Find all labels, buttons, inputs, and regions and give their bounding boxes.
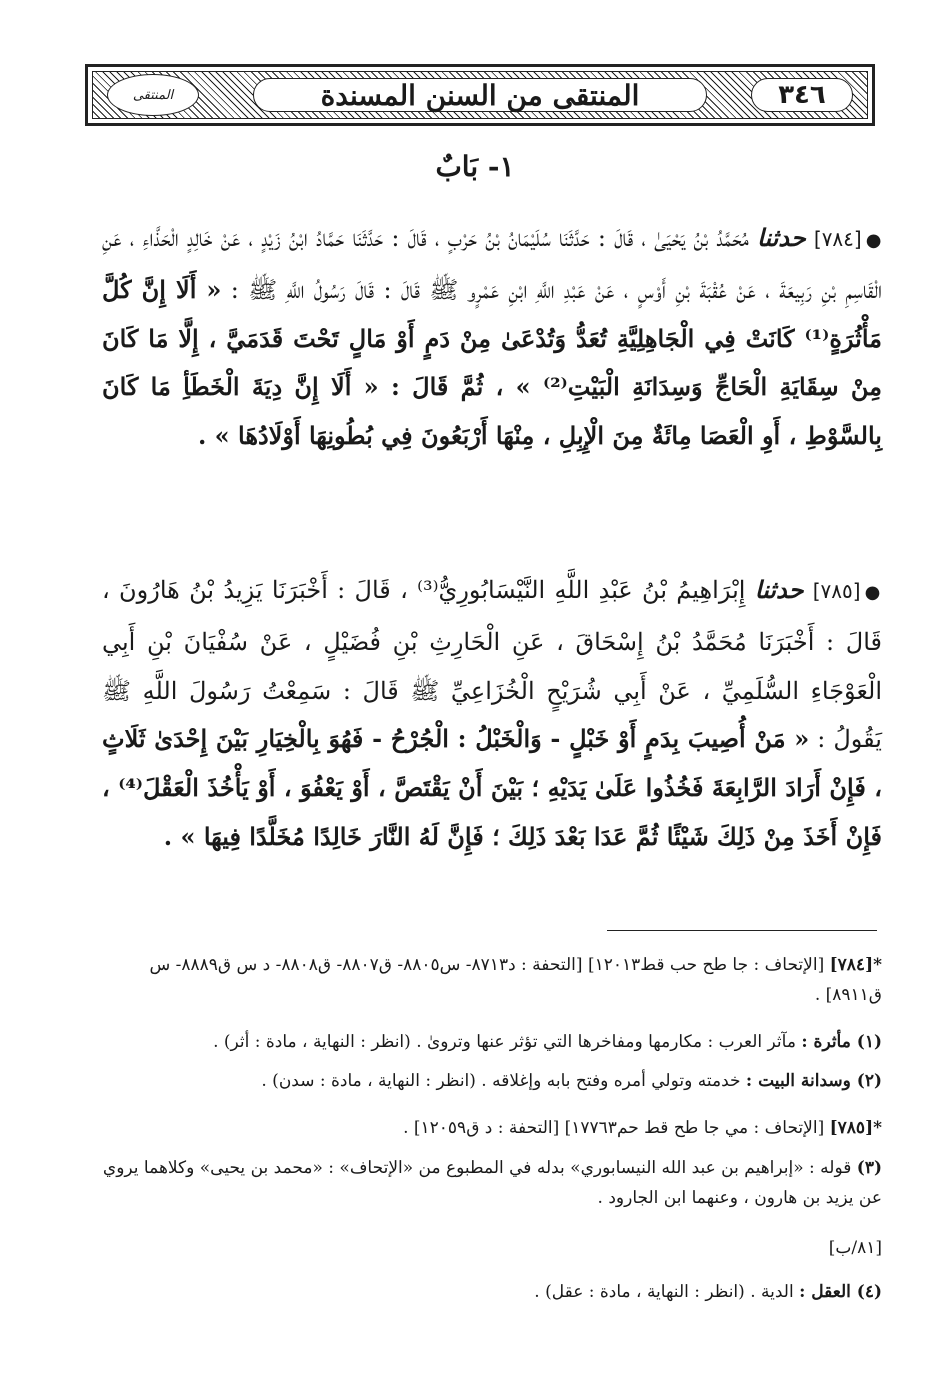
hadith-isnad: مُحَمَّدُ بْنُ يَحْيَىٰ ، قَالَ : حَدَّثَنَا سُلَيْمَانُ بْنُ حَرْبٍ ، قَالَ : حَدَّثَنَا حَمَّادُ ابْنُ زَيْدٍ ، عَنْ خَالِدٍ الْحَذَّاءِ ، عَنِ الْقَاسِمِ بْنِ رَبِيعَةَ ، عَنْ عُقْبَةَ بْنِ أَوْسٍ ، عَنْ عَبْدِ اللَّهِ ابْنِ عَمْرٍو ﷺ قَالَ : قَالَ رَسُولُ اللَّهِ ﷺ : <box>102 224 882 304</box>
footnote-3 <box>100 1153 882 1213</box>
header-title-box <box>253 78 707 112</box>
hadith-number: [٧٨٥] <box>812 579 861 603</box>
footnote-text: قوله : «إبراهيم بن عبد الله النيسابوري» بدله في المطبوع من «الإتحاف» : «محمد بن يحيى» وكلاهما يروي عن يزيد بن هارون ، وعنهما ابن الجارود . <box>102 1158 882 1208</box>
book-logo <box>107 74 199 116</box>
hadith-number: [٧٨٤] <box>813 227 862 251</box>
hadith-784 <box>102 214 882 544</box>
footnote-4 <box>100 1277 882 1307</box>
manuscript-ref <box>100 1233 882 1263</box>
footnote-text: مآثر العرب : مكارمها ومفاخرها التي تؤثر عنها وتروىٰ . (انظر : النهاية ، مادة : أثر) . <box>213 1032 796 1052</box>
hadith-lead: حدثنا <box>754 575 804 604</box>
page-number: ٣٤٦ <box>778 80 826 110</box>
footnote-label: (٢) وسدانة البيت : <box>745 1071 882 1091</box>
footnote-text: الدية . (انظر : النهاية ، مادة : عقل) . <box>534 1282 794 1302</box>
hadith-matn: « مَنْ أُصِيبَ بِدَمٍ أَوْ خَبْلٍ - وَالْخَبْلُ : الْجُرْحُ - فَهُوَ بِالْخِيَارِ بَيْنَ إِحْدَىٰ ثَلَاثٍ ، فَإِنْ أَرَادَ الرَّابِعَةَ فَخُذُوا عَلَىٰ يَدَيْهِ ؛ بَيْنَ أَنْ يَقْتَصَّ ، أَوْ يَعْفُوَ ، أَوْ يَأْخُذَ الْعَقْلَ⁽⁴⁾ ، فَإِنْ أَخَذَ مِنْ ذَلِكَ شَيْئًا ثُمَّ عَدَا بَعْدَ ذَلِكَ ؛ فَإِنَّ لَهُ النَّارَ خَالِدًا مُخَلَّدًا فِيهَا » . <box>102 724 882 851</box>
header-ornament <box>92 71 868 119</box>
hadith-785 <box>102 566 882 896</box>
hadith-matn: « أَلَا إِنَّ كُلَّ مَأْثُرَةٍ⁽¹⁾ كَانَتْ فِي الْجَاهِلِيَّةِ تُعَدُّ وَتُدْعَىٰ مِنْ دَمٍ أَوْ مَالٍ تَحْتَ قَدَمَيَّ ، إِلَّا مَا كَانَ مِنْ سِقَايَةِ الْحَاجِّ وَسِدَانَةِ الْبَيْتِ⁽²⁾ » ، ثُمَّ قَالَ : « أَلَا إِنَّ دِيَةَ الْخَطَأِ مَا كَانَ بِالسَّوْطِ ، أَوِ الْعَصَا مِائَةٌ مِنَ الْإِبِلِ ، مِنْهَا أَرْبَعُونَ فِي بُطُونِهَا أَوْلَادُهَا » . <box>102 274 883 451</box>
footnote-divider <box>607 930 877 931</box>
book-title: المنتقى من السنن المسندة <box>320 78 640 112</box>
footnote-text: [الإتحاف : جا طح حب قط١٢٠١٣] [التحفة : د٨٧١٣- س٨٨٠٥- ق٨٨٠٧- ق٨٨٠٨- د س ق٨٨٨٩- س ق٨٩١١] . <box>149 955 882 1005</box>
footnote-1 <box>100 1027 882 1057</box>
footnote-label: (٤) العقل : <box>799 1282 882 1302</box>
section-title: ١- بَابٌ <box>435 150 515 183</box>
hadith-lead: حدثنا <box>757 223 806 252</box>
bullet-icon: ● <box>865 230 882 251</box>
hadith-isnad: إِبْرَاهِيمُ بْنُ عَبْدِ اللَّهِ النَّيْسَابُورِيُّ⁽³⁾ ، قَالَ : أَخْبَرَنَا يَزِيدُ بْنُ هَارُونَ ، قَالَ : أَخْبَرَنَا مُحَمَّدُ بْنُ إِسْحَاقَ ، عَنِ الْحَارِثِ بْنِ فُضَيْلٍ ، عَنْ سُفْيَانَ بْنِ أَبِي الْعَوْجَاءِ السُّلَمِيِّ ، عَنْ أَبِي شُرَيْحٍ الْخُزَاعِيِّ ﷺ قَالَ : سَمِعْتُ رَسُولَ اللَّهِ ﷺ يَقُولُ : <box>102 576 882 754</box>
footnote-label: (٣) <box>856 1158 882 1178</box>
footnote-784 <box>100 950 882 1010</box>
footnote-2 <box>100 1066 882 1096</box>
footnote-label: *[٧٨٥] <box>829 1118 882 1138</box>
footnote-label: *[٧٨٤] <box>829 955 882 975</box>
manuscript-ref-text: [٨١/ب] <box>828 1238 882 1258</box>
footnote-785 <box>100 1113 882 1143</box>
footnote-text: [الإتحاف : مي جا طح قط حم١٧٧٦٣] [التحفة : د ق١٢٠٥٩] . <box>403 1118 825 1138</box>
logo-text: المنتقى <box>132 87 174 103</box>
footnote-label: (١) مأثرة : <box>801 1032 882 1052</box>
footnote-text: خدمته وتولي أمره وفتح بابه وإغلاقه . (انظر : النهاية ، مادة : سدن) . <box>261 1071 741 1091</box>
page-header <box>85 64 875 126</box>
bullet-icon: ● <box>864 582 882 603</box>
page-number-box <box>751 78 853 112</box>
